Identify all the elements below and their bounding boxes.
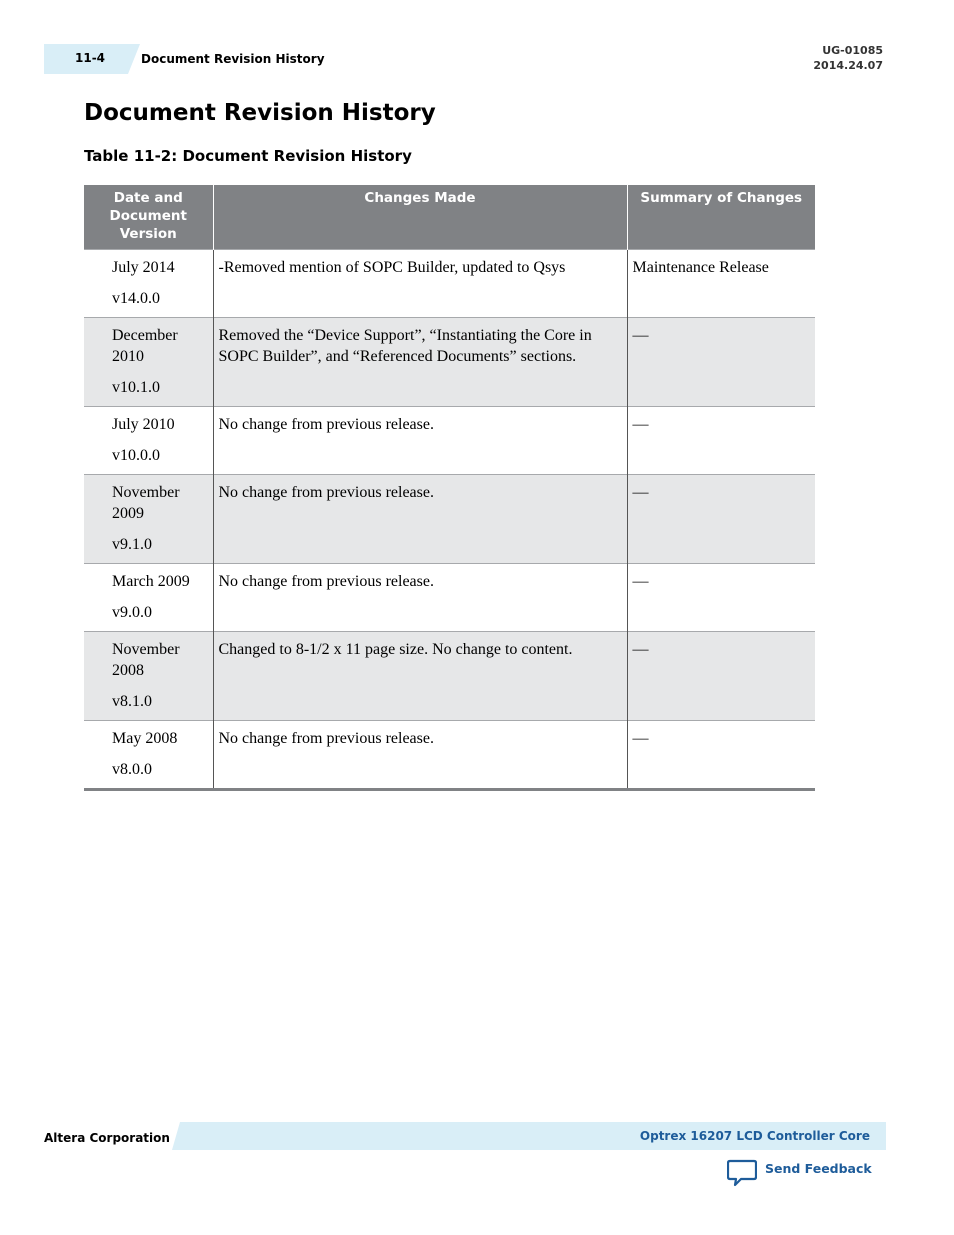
date: November 2008 <box>112 641 180 679</box>
doc-id: UG-01085 <box>822 44 883 57</box>
header-doc-info <box>813 43 883 73</box>
column-header-changes: Changes Made <box>213 185 627 250</box>
version: v8.1.0 <box>112 693 152 710</box>
table-row <box>84 475 815 564</box>
table-row <box>84 632 815 721</box>
send-feedback-link[interactable] <box>727 1158 872 1188</box>
date: March 2009 <box>112 573 190 590</box>
table-row <box>84 407 815 475</box>
header-section-title: Document Revision History <box>141 52 325 66</box>
date-cell <box>84 632 213 721</box>
date: July 2010 <box>112 416 175 433</box>
version: v9.1.0 <box>112 536 152 553</box>
date-cell <box>84 318 213 407</box>
changes-cell: Removed the “Device Support”, “Instantiating the Core in SOPC Builder”, and “Referenced Documents” sections. <box>213 318 627 407</box>
table-caption: Table 11-2: Document Revision History <box>84 147 412 165</box>
footer-company: Altera Corporation <box>44 1131 170 1145</box>
revision-table <box>84 185 815 791</box>
changes-cell: No change from previous release. <box>213 564 627 632</box>
summary-cell: — <box>627 318 815 407</box>
summary-cell: — <box>627 632 815 721</box>
column-header-summary: Summary of Changes <box>627 185 815 250</box>
date: May 2008 <box>112 730 178 747</box>
date-cell <box>84 721 213 790</box>
send-feedback-label: Send Feedback <box>765 1161 872 1176</box>
table-header-row <box>84 185 815 250</box>
speech-bubble-icon <box>727 1158 757 1188</box>
table-row <box>84 318 815 407</box>
date-cell <box>84 250 213 318</box>
changes-cell: -Removed mention of SOPC Builder, updated to Qsys <box>213 250 627 318</box>
summary-cell: Maintenance Release <box>627 250 815 318</box>
date-cell <box>84 475 213 564</box>
version: v8.0.0 <box>112 761 152 778</box>
summary-cell: — <box>627 564 815 632</box>
changes-cell: No change from previous release. <box>213 721 627 790</box>
date: November 2009 <box>112 484 180 522</box>
summary-cell: — <box>627 407 815 475</box>
changes-cell: No change from previous release. <box>213 407 627 475</box>
date-cell <box>84 564 213 632</box>
table-row <box>84 721 815 790</box>
table-row <box>84 564 815 632</box>
changes-cell: Changed to 8-1/2 x 11 page size. No change to content. <box>213 632 627 721</box>
summary-cell: — <box>627 475 815 564</box>
date-cell <box>84 407 213 475</box>
version: v10.0.0 <box>112 447 160 464</box>
doc-date: 2014.24.07 <box>813 59 883 72</box>
version: v9.0.0 <box>112 604 152 621</box>
version: v14.0.0 <box>112 290 160 307</box>
date: July 2014 <box>112 259 175 276</box>
summary-cell: — <box>627 721 815 790</box>
column-header-date: Date and Document Version <box>84 185 213 250</box>
page-title: Document Revision History <box>84 100 436 126</box>
table-row <box>84 250 815 318</box>
changes-cell: No change from previous release. <box>213 475 627 564</box>
page-number: 11-4 <box>75 51 106 65</box>
version: v10.1.0 <box>112 379 160 396</box>
date: December 2010 <box>112 327 178 365</box>
footer-product: Optrex 16207 LCD Controller Core <box>639 1129 870 1143</box>
